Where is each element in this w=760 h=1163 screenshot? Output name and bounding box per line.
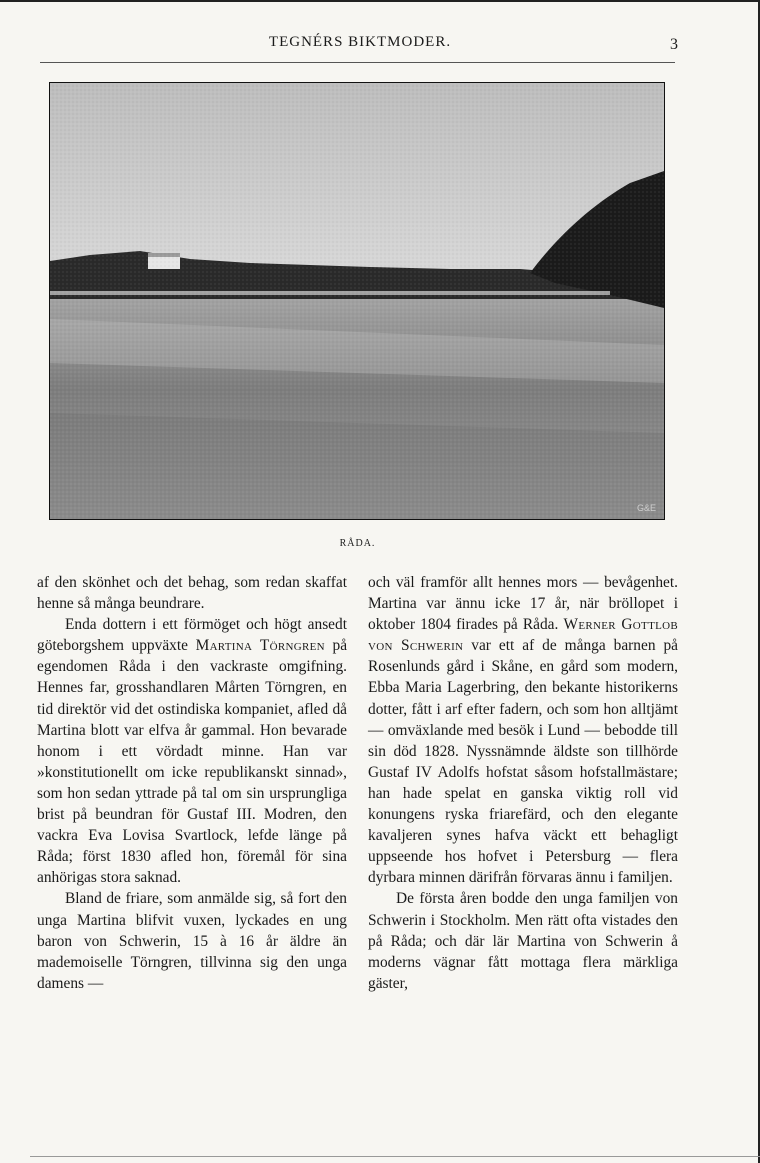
photo-grain bbox=[50, 83, 664, 519]
text-run: på egendomen Råda i den vackraste omgifning. Hennes far, grosshandlaren Mårten Törngren, en tid direktör vid det ostindiska kompaniet, afled då Martina blott var elfva år gammal. Hon bevarade honom i ett vördadt minne. Han var »konstitutionellt om icke republikanskt sinnad», som hon sedan yttrade på tal om sin ursprungliga brist på beundran för Gustaf III. Modren, den vackra Eva Lovisa Svartlock, lefde länge på Råda; först 1830 afled hon, föremål för sina anhörigas stora saknad. bbox=[37, 637, 348, 887]
photo-illustration bbox=[50, 83, 664, 519]
photographer-mark: G&E bbox=[636, 503, 656, 513]
paragraph bbox=[368, 572, 678, 888]
paragraph: Bland de friare, som anmälde sig, så fort den unga Martina blifvit vuxen, lyckades en ung baron von Schwerin, 15 à 16 år äldre än mademoiselle Törngren, tillvinna sig den unga damens — bbox=[37, 890, 347, 992]
person-name: Werner Gottlob von Schwerin bbox=[368, 616, 678, 655]
paragraph: af den skönhet och det behag, som redan skaffat henne så många beundrare. bbox=[37, 574, 347, 613]
page-edge-top bbox=[0, 0, 760, 2]
text-run: Enda dottern i ett förmöget och högt ansedt göteborgshem uppväxte bbox=[37, 616, 347, 655]
footer-rule bbox=[30, 1156, 760, 1157]
text-run: och väl framför allt hennes mors — bevågenhet. Martina var ännu icke 17 år, när bröllopet i oktober 1804 firades på Råda. bbox=[368, 574, 678, 634]
page-number: 3 bbox=[670, 36, 678, 53]
left-text-column bbox=[37, 572, 347, 994]
text-run: var ett af de många barnen på Rosenlunds gård i Skåne, en gård som modern, Ebba Maria Lagerbring, den bekante historikerns dotter, fått i arf efter fadern, och som hon alltjämt — omväxlande med besök i Lund — bebodde till sin död 1828. Nyssnämnde äldste son tillhörde Gustaf IV Adolfs hofstat såsom hofstallmästare; han hade spelat en ganska viktig roll vid konungens ryska friarefärd, och den elegante kavaljeren synes hafva väckt ett behagligt uppseende hos hofvet i Petersburg — flera dyrbara minnen därifrån förvaras ännu i familjen. bbox=[368, 637, 679, 887]
header-rule bbox=[40, 62, 675, 63]
right-text-column bbox=[368, 572, 678, 994]
figure-caption: RÅDA. bbox=[339, 538, 376, 549]
paragraph: De första åren bodde den unga familjen von Schwerin i Stockholm. Men rätt ofta vistades den på Råda; och där lär Martina von Schwerin å moderns vägnar fått mottaga flera märkliga gäster, bbox=[368, 890, 678, 992]
person-name: Martina Törngren bbox=[195, 637, 325, 655]
running-title: TEGNÉRS BIKTMODER. bbox=[268, 34, 452, 50]
paragraph bbox=[37, 614, 347, 888]
lake-photograph bbox=[49, 82, 665, 520]
page-header bbox=[40, 34, 680, 58]
